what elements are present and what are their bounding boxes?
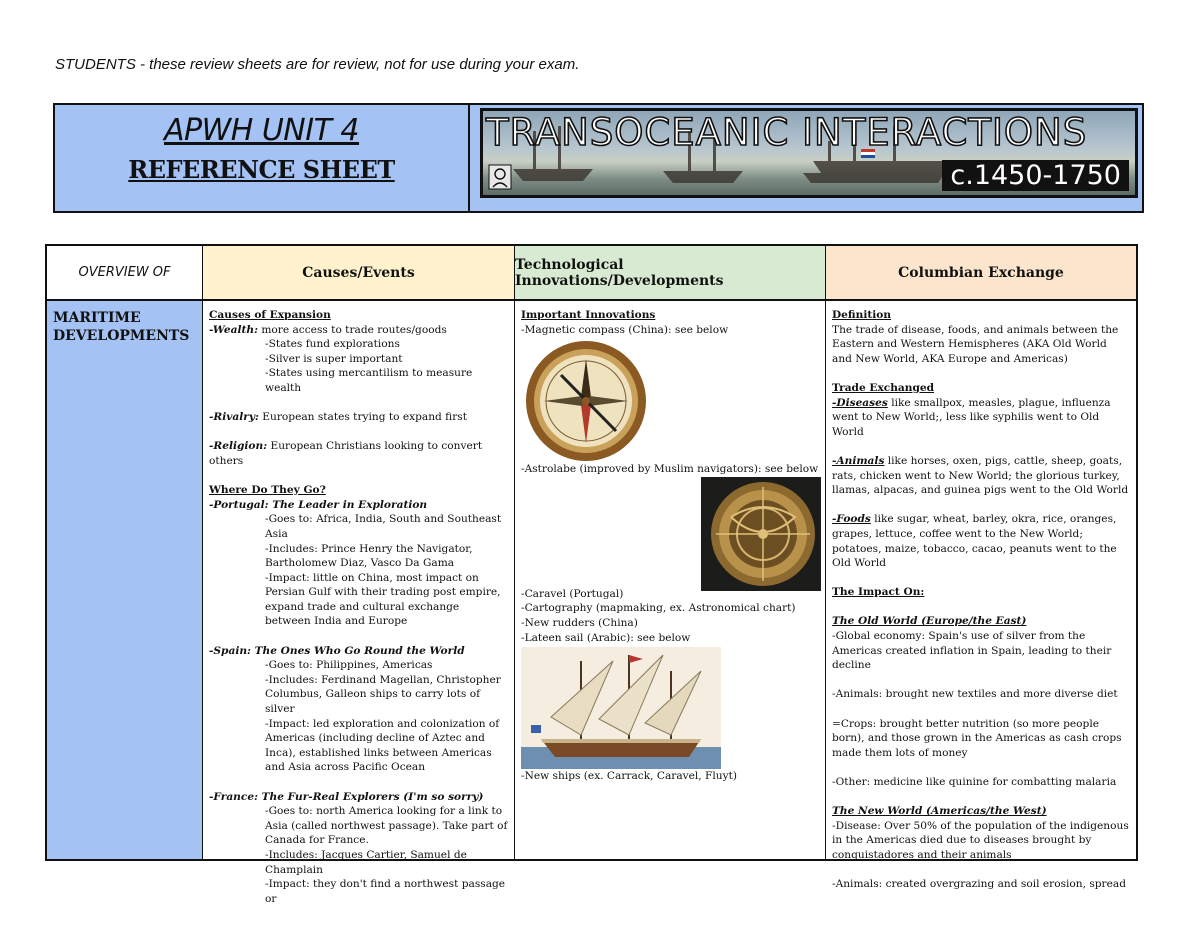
diseases-key: -Diseases — [832, 396, 888, 409]
astrolabe-line: -Astrolabe (improved by Muslim navigators): see below — [521, 463, 819, 476]
portugal-line: -Includes: Prince Henry the Navigator, Bartholomew Diaz, Vasco Da Gama — [265, 542, 473, 570]
wealth-line — [209, 323, 508, 338]
foods-line — [832, 512, 1130, 570]
diseases-text: like smallpox, measles, plague, influenza went to New World;, less like syphilis went to Old World — [832, 396, 1111, 438]
disclaimer-text: STUDENTS - these review sheets are for review, not for use during your exam. — [55, 56, 580, 73]
title-cell — [55, 105, 470, 211]
columbian-cell — [826, 301, 1136, 891]
old-world-animals: -Animals: brought new textiles and more diverse diet — [832, 688, 1118, 701]
compass-line: -Magnetic compass (China): see below — [521, 323, 729, 336]
compass-image — [521, 339, 651, 464]
banner-image — [480, 108, 1138, 198]
lateen-line: -Lateen sail (Arabic): see below — [521, 631, 691, 644]
tech-cell — [515, 301, 826, 859]
old-world-crops: =Crops: brought better nutrition (so more people born), and those grown in the Americas as cash crops made them lots of money — [832, 717, 1122, 759]
rivalry-key: -Rivalry: — [209, 411, 259, 424]
banner-cell — [470, 105, 1142, 211]
religion-text: European Christians looking to convert others — [209, 440, 483, 467]
spain-head: -Spain: The Ones Who Go Round the World — [209, 644, 465, 657]
france-line: -Goes to: north America looking for a link to Asia (called northwest passage). Take part of Canada for France. — [265, 805, 508, 847]
unit-title: APWH UNIT 4 — [163, 113, 360, 148]
spain-line: -Goes to: Philippines, Americas — [265, 659, 433, 672]
rivalry-text: European states trying to expand first — [258, 411, 467, 424]
old-world-title: The Old World (Europe/the East) — [832, 615, 1027, 628]
france-head: -France: The Fur-Real Explorers (I'm so sorry) — [209, 790, 484, 803]
new-ships-line: -New ships (ex. Carrack, Caravel, Fluyt) — [521, 770, 737, 783]
religion-line — [209, 439, 508, 468]
religion-key: -Religion: — [209, 440, 268, 453]
animals-text: like horses, oxen, pigs, cattle, sheep, goats, rats, chicken went to New World; the glorious turkey, llamas, alpacas, and guinea pigs went to the Old World — [832, 454, 1129, 497]
header-tech: Technological Innovations/Developments — [515, 246, 826, 301]
wealth-key: -Wealth: — [209, 323, 258, 336]
new-world-title: The New World (Americas/the West) — [832, 805, 1047, 818]
old-world-economy: -Global economy: Spain's use of silver from the Americas created inflation in Spain, leading to their decline — [832, 630, 1112, 672]
row-label-maritime: MARITIME DEVELOPMENTS — [47, 301, 203, 859]
old-world-other: -Other: medicine like quinine for combatting malaria — [832, 776, 1117, 788]
caravel-line: -Caravel (Portugal) — [521, 587, 624, 600]
author-avatar-icon — [489, 165, 511, 189]
cartography-line: -Cartography (mapmaking, ex. Astronomical chart) — [521, 602, 796, 615]
wealth-sub: -States using mercantilism to measure wealth — [265, 367, 473, 394]
spain-line: -Includes: Ferdinand Magellan, Christopher Columbus, Galleon ships to carry lots of silver — [265, 673, 501, 716]
definition-text: The trade of disease, foods, and animals between the Eastern and Western Hemispheres (AKA Old World and New World, AKA Europe and Americas) — [832, 323, 1119, 365]
wealth-text: more access to trade routes/goods — [258, 323, 447, 336]
header-box — [53, 103, 1144, 213]
rivalry-line — [209, 410, 508, 425]
where-title: Where Do They Go? — [209, 484, 326, 497]
lateen-ship-image — [521, 647, 721, 769]
wealth-sub: -Silver is super important — [265, 352, 403, 365]
spain-line: -Impact: led exploration and colonization of Americas (including decline of Aztec and Inca), established links between Americas and Asia across Pacific Ocean — [265, 717, 500, 774]
france-line: -Impact: they don't find a northwest passage or — [265, 878, 506, 905]
wealth-sub: -States fund explorations — [265, 338, 400, 351]
reference-sheet-title: REFERENCE SHEET — [128, 155, 395, 184]
france-line: -Includes: Jacques Cartier, Samuel de Champlain — [265, 848, 467, 876]
header-overview: OVERVIEW OF — [47, 246, 203, 301]
foods-key: -Foods — [832, 513, 871, 526]
banner-title: TRANSOCEANIC INTERACTIONS — [486, 111, 1088, 154]
traded-title: Trade Exchanged — [832, 381, 935, 394]
banner-date: c.1450-1750 — [942, 160, 1129, 191]
astrolabe-image — [701, 477, 821, 591]
rudders-line: -New rudders (China) — [521, 616, 638, 629]
causes-expansion-title: Causes of Expansion — [209, 309, 331, 321]
portugal-line: -Goes to: Africa, India, South and Southeast Asia — [265, 513, 502, 540]
reference-table — [45, 244, 1138, 905]
tech-title: Important Innovations — [521, 309, 656, 321]
header-columbian: Columbian Exchange — [826, 246, 1136, 301]
causes-cell — [203, 301, 515, 905]
new-world-animals: -Animals: created overgrazing and soil erosion, spread — [832, 878, 1126, 891]
definition-title: Definition — [832, 309, 892, 321]
animals-line — [832, 454, 1130, 498]
portugal-head: -Portugal: The Leader in Exploration — [209, 498, 428, 511]
portugal-line: -Impact: little on China, most impact on Persian Gulf with their trading post empire, expand trade and cultural exchange between India and Europe — [265, 571, 501, 628]
impact-title: The Impact On: — [832, 586, 925, 599]
header-causes: Causes/Events — [203, 246, 515, 301]
diseases-line — [832, 396, 1130, 440]
new-world-disease: -Disease: Over 50% of the population of the indigenous in the Americas died due to diseases brought by conquistadores and their animals — [832, 819, 1129, 861]
animals-key: -Animals — [832, 454, 885, 467]
foods-text: like sugar, wheat, barley, okra, rice, oranges, grapes, lettuce, coffee went to the New World; potatoes, maize, tobacco, cacao, peanuts went to the Old World — [832, 513, 1117, 570]
